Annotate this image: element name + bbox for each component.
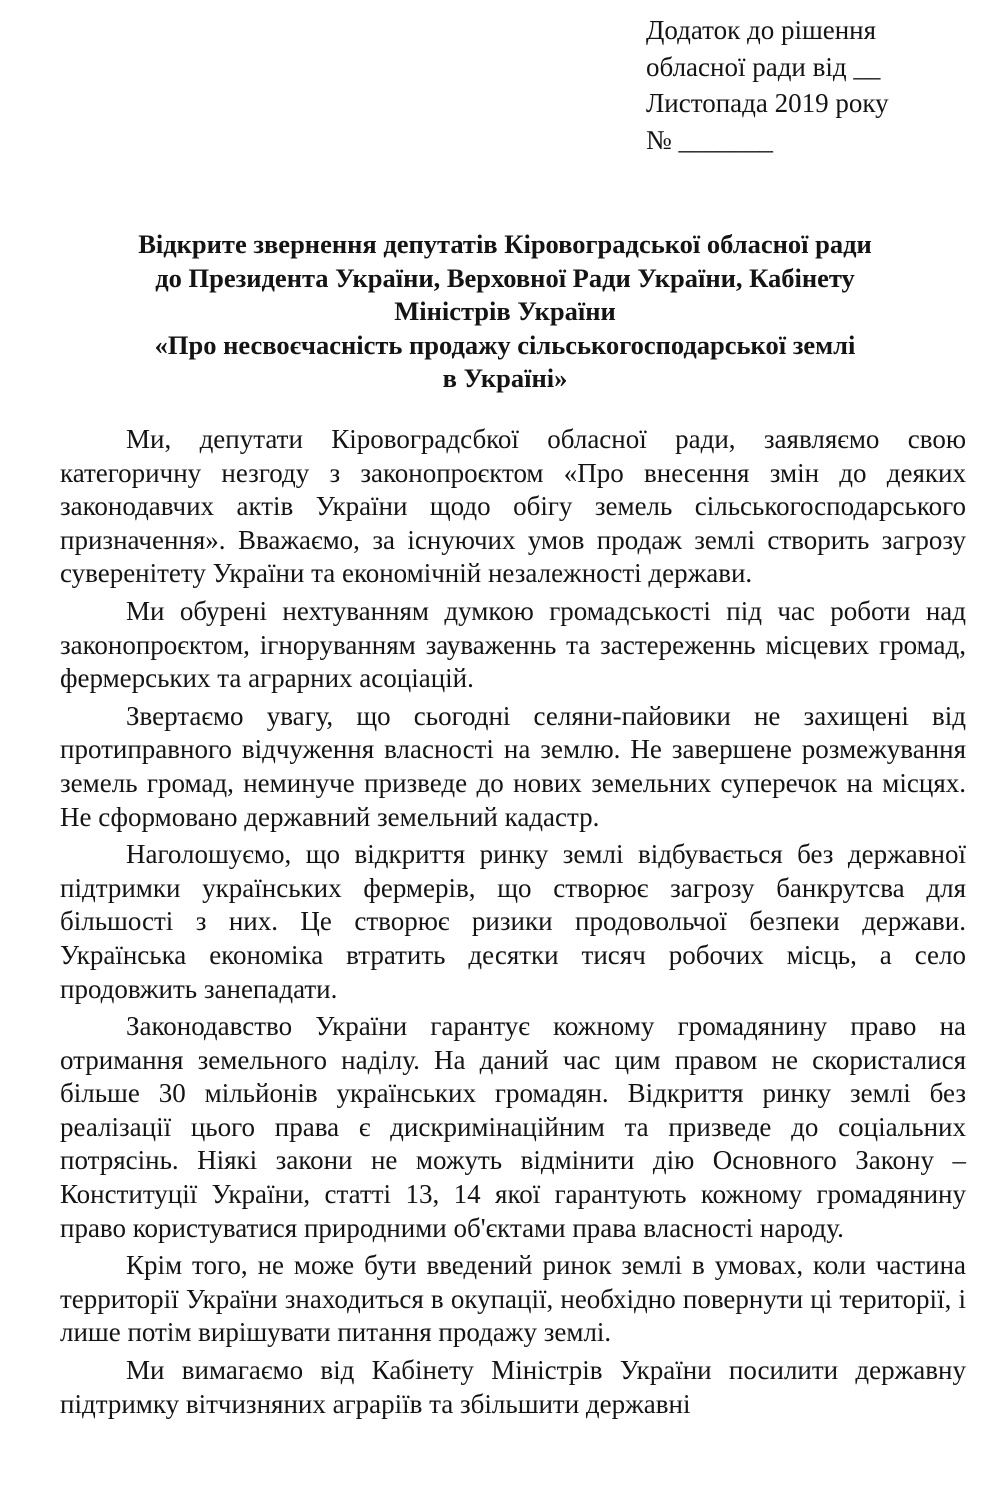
body-paragraph: Ми обурені нехтуванням думкою громадськості під час роботи над законопроєктом, ігноруванням зауваженнь та застереженнь місцевих громад, фермерських та аграрних асоціацій. [60,595,966,694]
body-paragraph: Крім того, не може бути введений ринок землі в умовах, коли частина территорії України знаходиться в окупації, необхідно повернути ці території, і лише потім вирішувати питання продажу землі. [60,1250,966,1348]
addendum-line: № _______ [646,124,774,155]
body-paragraph: Ми, депутати Кіровоградсбкої обласної ради, заявляємо свою категоричну незгоду з законопроєктом «Про внесення змін до деяких законодавчих актів України щодо обігу земель сільськогосподарського призначення». Вважаємо, за існуючих умов продаж землі створить загрозу суверенітету України та економічній незалежності держави. [60,424,966,589]
title-line: Відкрите звернення депутатів Кіровоградської обласної ради [138,229,872,259]
document-title [60,228,950,396]
body-paragraph: Звертаємо увагу, що сьогодні селяни-пайовики не захищені від протиправного відчуження власності на землю. Не завершене розмежування земель громад, неминуче призведе до нових земельних суперечок на місцях. Не сформовано державний земельний кадастр. [60,700,966,832]
addendum-line: обласної ради від __ [646,51,881,82]
title-line: «Про несвоєчасність продажу сільськогосподарської землі [154,329,856,360]
body-paragraph: Законодавство України гарантує кожному громадянину право на отримання земельного наділу. На даний час цим правом не скористалися більше 30 мільйонів українських громадян. Відкриття ринку землі без реалізації цього права є дискримінаційним та призведе до соціальних потрясінь. Ніякі закони не можуть відмінити дію Основного Закону – Конституції України, статті 13, 14 якої гарантують кожному громадянину право користуватися природними об'єктами права власності народу. [60,1011,966,1243]
document-body [60,423,966,1428]
body-paragraph: Ми вимагаємо від Кабінету Міністрів України посилити державну підтримку вітчизняних аграріїв та збільшити державні [60,1355,966,1419]
body-paragraph: Наголошуємо, що відкриття ринку землі відбувається без державної підтримки українських фермерів, що створює загрозу банкрутсва для більшості з них. Це створює ризики продовольчої безпеки держави. Українська економіка втратить десятки тисяч робочих місць, а село продовжить занепадати. [60,839,966,1004]
title-line: до Президента України, Верховної Ради України, Кабінету [155,262,855,293]
addendum-block [646,12,976,158]
addendum-line: Додаток до рішення [646,15,877,45]
addendum-line: Листопада 2019 року [646,88,889,118]
title-line: в Україні» [442,363,568,393]
title-line: Міністрів України [394,296,616,326]
